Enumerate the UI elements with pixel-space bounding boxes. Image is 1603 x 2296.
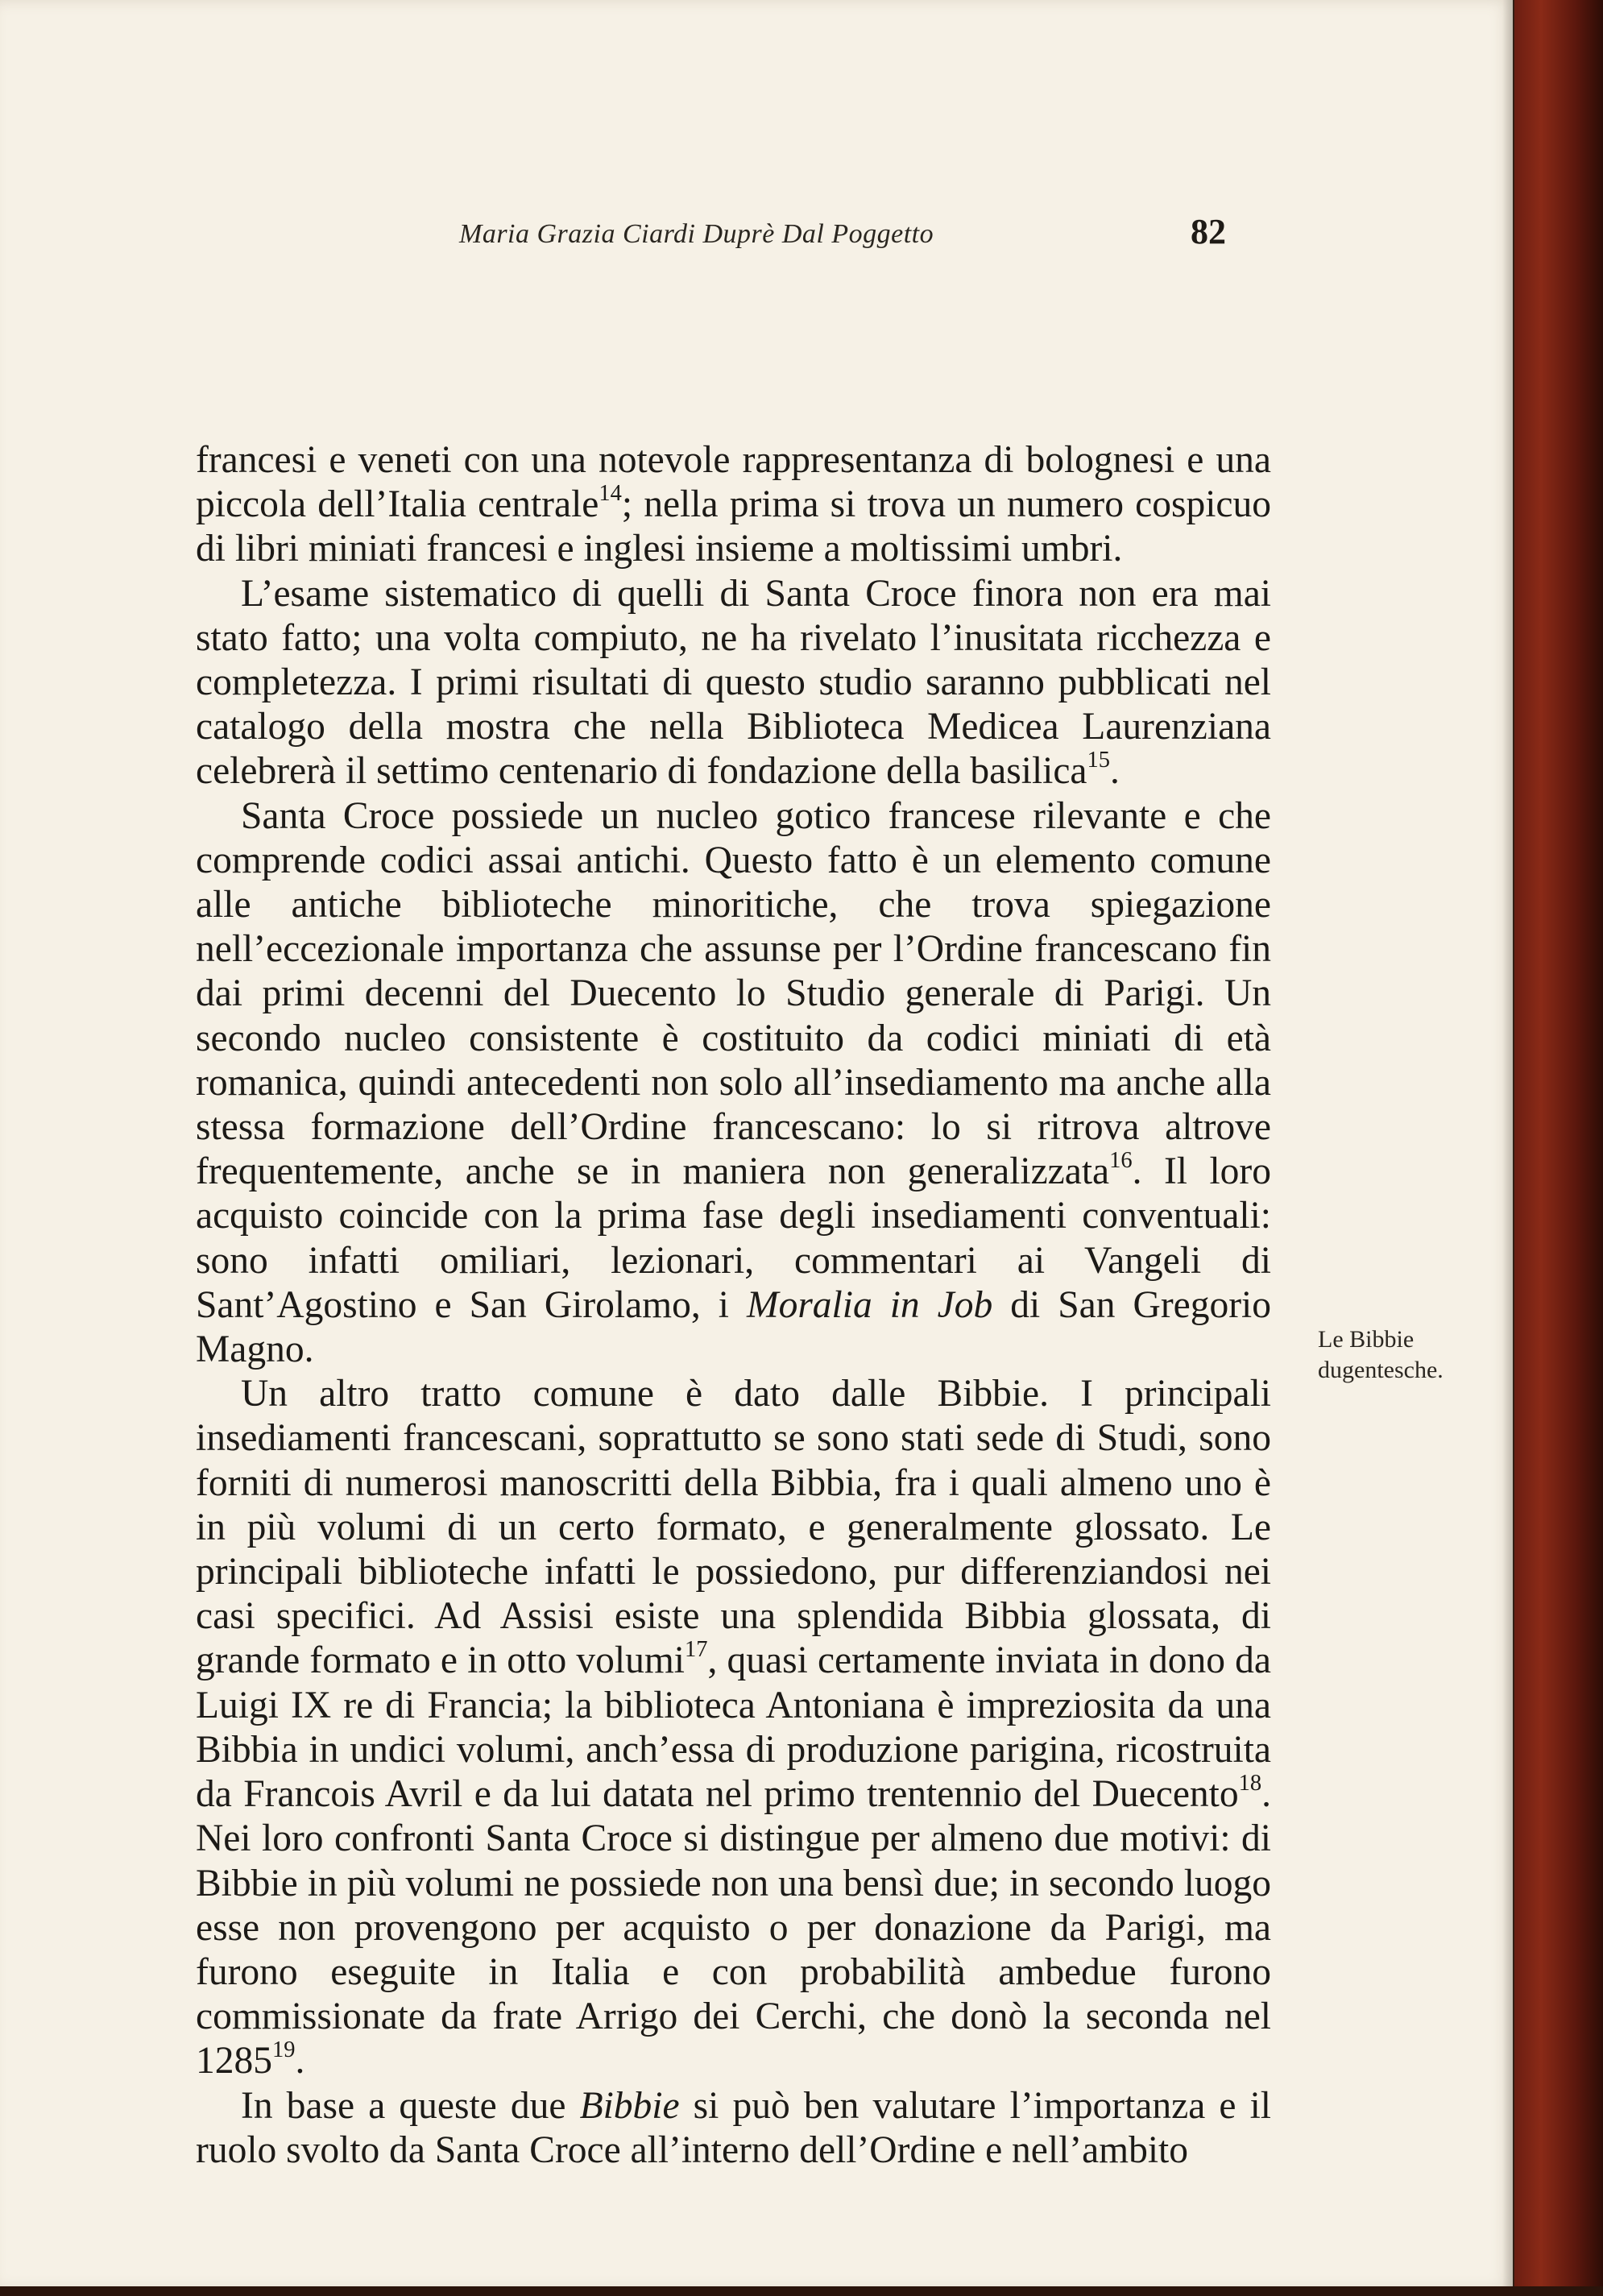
book-bottom-edge: [0, 2286, 1603, 2296]
running-head-author: Maria Grazia Ciardi Duprè Dal Poggetto: [459, 219, 934, 249]
paragraph-2: L’esame sistematico di quelli di Santa Croce finora non era mai stato fatto; una volta compiuto, ne ha rivelato l’inusitata ricchezza e completezza. I primi risultati di questo studio saranno pubblicati nel catalogo della mostra che nella Biblioteca Medicea Laurenziana celebrerà il settimo centenario di fondazione della basilica$^{15}$.: [196, 572, 1271, 793]
footnote-ref-15: 15: [1087, 748, 1111, 773]
paragraph-1: francesi e veneti con una notevole rappresentanza di bolognesi e una piccola dell’Italia centrale$^{14}$; nella prima si trova un numero cospicuo di libri miniati francesi e inglesi insieme a moltissimi umbri.: [196, 439, 1271, 570]
book-cover-edge: [1514, 0, 1603, 2296]
paragraph-3: Santa Croce possiede un nucleo gotico francese rilevante e che comprende codici assai antichi. Questo fatto è un elemento comune alle antiche biblioteche minoritiche, che trova spiegazione nell’eccezionale importanza che assunse per l’Ordine francescano fin dai primi decenni del Duecento lo Studio generale di Parigi. Un secondo nucleo consistente è costituito da codici miniati di età romanica, quindi antecedenti non solo all’insediamento ma anche alla stessa formazione dell’Ordine francescano: lo si ritrova altrove frequentemente, anche se in maniera non generalizzata$^{16}$. Il loro acquisto coincide con la prima fase degli insediamenti conventuali: sono infatti omiliari, lezionari, commentari ai Vangeli di Sant’Agostino e San Girolamo, i Moralia in Job di San Gregorio Magno.: [196, 794, 1271, 1371]
page-number: 82: [1191, 212, 1226, 251]
margin-note: Le Bibbie dugentesche.: [1318, 1326, 1444, 1383]
footnote-ref-17: 17: [684, 1637, 708, 1663]
body-text: [196, 438, 1271, 2173]
italic-title: Moralia in Job: [747, 1283, 993, 1326]
footnote-ref-14: 14: [599, 481, 622, 507]
paragraph-4: Un altro tratto comune è dato dalle Bibbie. I principali insediamenti francescani, soprattutto se sono stati sede di Studi, sono forniti di numerosi manoscritti della Bibbia, fra i quali almeno uno è in più volumi di un certo formato, e generalmente glossato. Le principali biblioteche infatti le possiedono, pur differenziandosi nei casi specifici. Ad Assisi esiste una splendida Bibbia glossata, di grande formato e in otto volumi$^{17}$, quasi certamente inviata in dono da Luigi IX re di Francia; la biblioteca Antoniana è impreziosita da una Bibbia in undici volumi, anch’essa di produzione parigina, ricostruita da Francois Avril e da lui datata nel primo trentennio del Duecento$^{18}$. Nei loro confronti Santa Croce si distingue per almeno due motivi: di Bibbie in più volumi ne possiede non una bensì due; in secondo luogo esse non provengono per acquisto o per donazione da Parigi, ma furono eseguite in Italia e con probabilità ambedue furono commissionate da frate Arrigo dei Cerchi, che donò la seconda nel 1285$^{19}$.: [196, 1373, 1271, 2083]
footnote-ref-18: 18: [1238, 1771, 1262, 1797]
italic-title: Bibbie: [579, 2084, 680, 2127]
footnote-ref-16: 16: [1109, 1148, 1133, 1174]
paragraph-5: In base a queste due Bibbie si può ben valutare l’importanza e il ruolo svolto da Santa Croce all’interno dell’Ordine e nell’ambito: [196, 2084, 1271, 2171]
footnote-ref-19: 19: [272, 2037, 296, 2063]
